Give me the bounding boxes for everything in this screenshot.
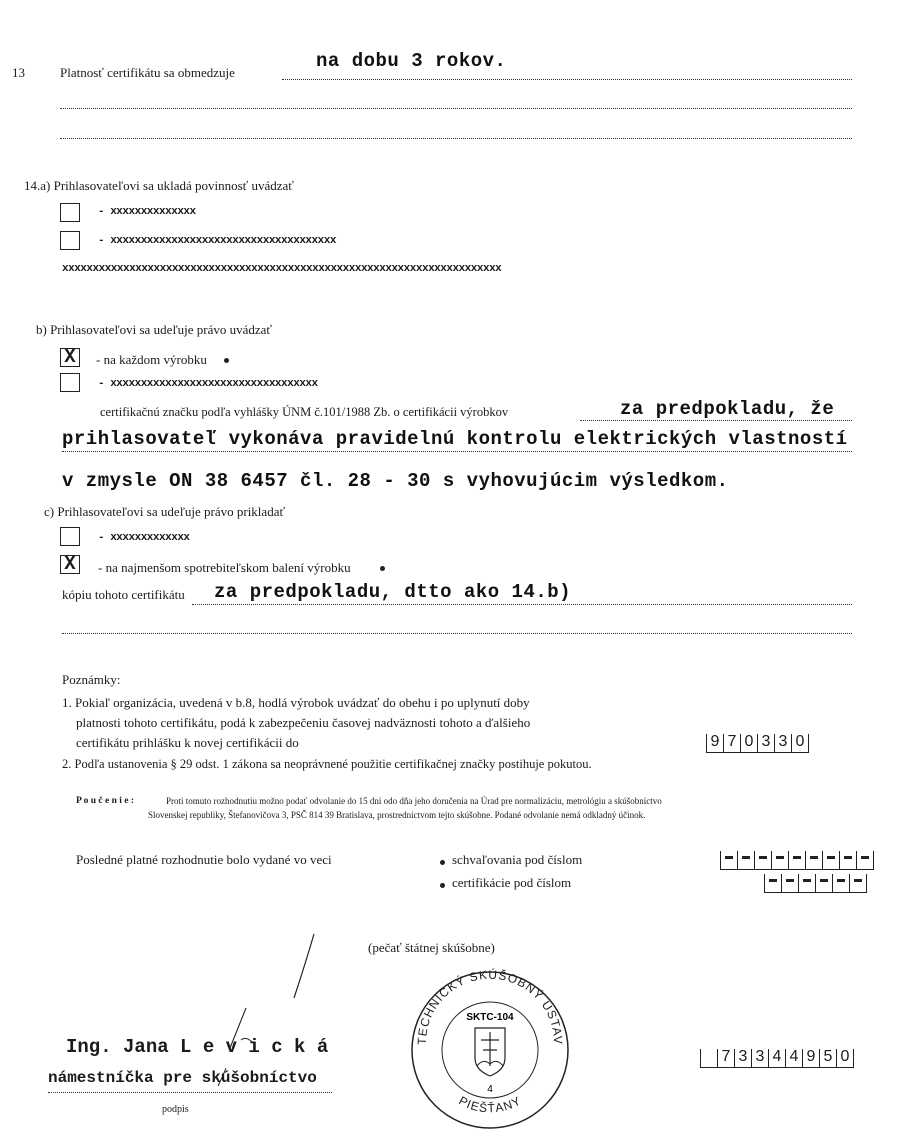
checkbox-mark: X <box>64 346 76 368</box>
last-decision-certification: certifikácie pod číslom <box>452 875 572 890</box>
stamp-number-text: 4 <box>487 1084 493 1095</box>
signatory-name: Ing. Jana L e v i c k á <box>66 1036 329 1058</box>
option-14b-1: - na každom výrobku <box>96 352 207 367</box>
official-stamp-icon <box>405 962 575 1132</box>
dotted-line <box>282 79 852 80</box>
section-13-number: 13 <box>12 65 25 80</box>
reference-digit: 9 <box>802 1049 819 1068</box>
struck-continuation-14a: xxxxxxxxxxxxxxxxxxxxxxxxxxxxxxxxxxxxxxxxxxxxxxxxxxxxxxxxxxxxxxxxxxxxxxxx <box>62 263 502 275</box>
note-2: 2. Podľa ustanovenia § 29 odst. 1 zákona sa neoprávnené použitie certifikačnej značky postihuje pokutou. <box>62 757 592 771</box>
reference-digit: 3 <box>751 1049 768 1068</box>
section-14c-line-label: kópiu tohoto certifikátu <box>62 587 185 602</box>
certification-digit <box>798 874 815 893</box>
section-14b-typed-2: prihlasovateľ vykonáva pravidelnú kontrolu elektrických vlastností <box>62 428 848 450</box>
dotted-line <box>62 451 852 452</box>
certification-digit <box>832 874 849 893</box>
dotted-line <box>60 138 852 139</box>
reference-digit: 4 <box>768 1049 785 1068</box>
dotted-line <box>62 633 852 634</box>
approval-digit <box>839 851 856 870</box>
reference-digit <box>700 1049 717 1068</box>
certification-number-boxes <box>764 874 867 893</box>
poucenie-label: P o u č e n i e : <box>76 796 135 806</box>
option-14c-2: - na najmenšom spotrebiteľskom balení výrobku <box>98 560 351 575</box>
dotted-line <box>192 604 852 605</box>
stamp-top-text: TECHNICKÝ SKÚŠOBNÝ ÚSTAV <box>414 967 566 1046</box>
checkbox-14b-1[interactable] <box>60 348 80 367</box>
approval-digit <box>805 851 822 870</box>
bullet-icon <box>440 883 445 888</box>
approval-digit <box>822 851 839 870</box>
struck-option-14a-1: - xxxxxxxxxxxxxx <box>98 206 196 218</box>
date-digit: 9 <box>706 734 723 753</box>
dotted-line <box>48 1092 332 1093</box>
notes-title: Poznámky: <box>62 672 121 687</box>
section-13-typed-value: na dobu 3 rokov. <box>316 50 507 72</box>
date-digit: 0 <box>791 734 809 753</box>
date-digit: 0 <box>740 734 757 753</box>
certification-digit <box>815 874 832 893</box>
date-digit-boxes <box>706 734 809 753</box>
section-14b-typed-1: za predpokladu, že <box>620 398 835 420</box>
section-14b-typed-3: v zmysle ON 38 6457 čl. 28 - 30 s vyhovujúcim výsledkom. <box>62 470 729 492</box>
checkbox-14c-2[interactable] <box>60 555 80 574</box>
struck-option-14c-1: - xxxxxxxxxxxxx <box>98 532 190 544</box>
checkbox-mark: X <box>64 553 76 575</box>
checkbox-14a-1[interactable] <box>60 203 80 222</box>
bullet-icon <box>380 566 385 571</box>
dotted-line <box>60 108 852 109</box>
approval-digit <box>856 851 874 870</box>
section-14c-typed: za predpokladu, dtto ako 14.b) <box>214 581 572 603</box>
reference-digit: 7 <box>717 1049 734 1068</box>
poucenie-line-1: Proti tomuto rozhodnutiu možno podať odvolanie do 15 dní odo dňa jeho doručenia na Úrad pre normalizáciu, metrológiu a skúšobníctvo <box>166 796 662 806</box>
certification-digit <box>764 874 781 893</box>
certification-digit <box>849 874 867 893</box>
note-1-line-1: 1. Pokiaľ organizácia, uvedená v b.8, hodlá výrobok uvádzať do obehu i po uplynutí doby <box>62 695 530 710</box>
stamp-city-text: PIEŠŤANY <box>456 1093 524 1116</box>
certification-digit <box>781 874 798 893</box>
section-14b-label: b) Prihlasovateľovi sa udeľuje právo uvádzať <box>36 322 272 337</box>
reference-digit: 0 <box>836 1049 854 1068</box>
date-digit: 7 <box>723 734 740 753</box>
approval-digit <box>720 851 737 870</box>
note-1-line-3: certifikátu prihlášku k novej certifikácii do <box>76 735 299 750</box>
podpis-label: podpis <box>162 1104 189 1115</box>
note-1-line-2: platnosti tohoto certifikátu, podá k zabezpečeniu časovej nadväznosti tohoto a ďalšieho <box>76 715 531 730</box>
dotted-line <box>580 420 852 421</box>
approval-digit <box>754 851 771 870</box>
section-14b-line-label: certifikačnú značku podľa vyhlášky ÚNM č.101/1988 Zb. o certifikácii výrobkov <box>100 405 509 419</box>
last-decision-label: Posledné platné rozhodnutie bolo vydané vo veci <box>76 852 332 867</box>
approval-digit <box>788 851 805 870</box>
reference-digit: 5 <box>819 1049 836 1068</box>
approval-number-boxes <box>720 851 874 870</box>
reference-digit: 4 <box>785 1049 802 1068</box>
signatory-role: námestníčka pre skúšobníctvo <box>48 1069 317 1087</box>
stamp-code-text: SKTC-104 <box>466 1012 514 1023</box>
checkbox-14b-2[interactable] <box>60 373 80 392</box>
checkbox-14a-2[interactable] <box>60 231 80 250</box>
approval-digit <box>737 851 754 870</box>
section-14a-label: 14.a) Prihlasovateľovi sa ukladá povinnosť uvádzať <box>24 178 294 193</box>
poucenie-line-2: Slovenskej republiky, Štefanovičova 3, PSČ 814 39 Bratislava, prostredníctvom tejto skúšobne. Podané odvolanie nemá odkladný účinok. <box>148 810 646 820</box>
date-digit: 3 <box>774 734 791 753</box>
reference-number-boxes <box>700 1049 854 1068</box>
struck-option-14a-2: - xxxxxxxxxxxxxxxxxxxxxxxxxxxxxxxxxxxxx <box>98 235 336 247</box>
seal-caption: (pečať štátnej skúšobne) <box>368 940 495 955</box>
struck-option-14b-2: - xxxxxxxxxxxxxxxxxxxxxxxxxxxxxxxxxx <box>98 378 318 390</box>
svg-text:PIEŠŤANY <box>456 1093 523 1115</box>
handwritten-signature-icon <box>196 928 336 1088</box>
approval-digit <box>771 851 788 870</box>
checkbox-14c-1[interactable] <box>60 527 80 546</box>
bullet-icon <box>440 860 445 865</box>
last-decision-approval: schvaľovania pod číslom <box>452 852 583 867</box>
section-14c-label: c) Prihlasovateľovi sa udeľuje právo prikladať <box>44 504 286 519</box>
section-13-label: Platnosť certifikátu sa obmedzuje <box>60 65 235 80</box>
date-digit: 3 <box>757 734 774 753</box>
bullet-icon <box>224 358 229 363</box>
reference-digit: 3 <box>734 1049 751 1068</box>
